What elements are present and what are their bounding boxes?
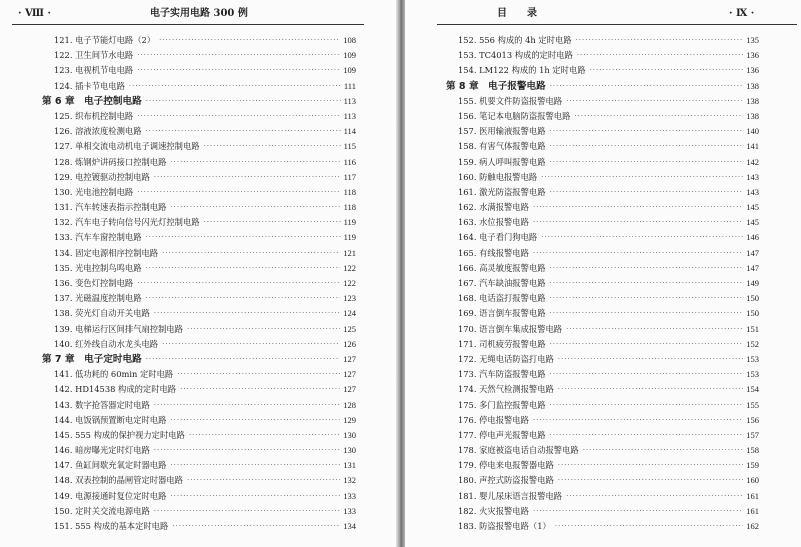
toc-entry-title: 137. 光磁温度控制电路 [54,293,142,304]
toc-entry[interactable] [446,337,759,352]
toc-entry[interactable] [42,246,356,261]
toc-entry-title: 136. 变色灯控制电路 [54,278,134,288]
toc-entry[interactable] [446,458,759,473]
toc-entry[interactable] [42,306,356,321]
toc-entry[interactable] [446,185,759,200]
toc-page-number: 125 [343,323,356,334]
toc-chapter-heading[interactable] [42,352,356,367]
toc-entry-title: 177. 停电声光报警电路 [458,429,546,440]
toc-entry-title: 129. 电控镀驱动控制电路 [54,171,150,182]
toc-page-number: 150 [746,293,759,304]
toc-entry-title: 156. 笔记本电脑防盗报警电路 [458,110,571,121]
toc-entry-title: 128. 炼钢炉讲码接口控制电路 [54,156,167,167]
toc-page-number: 138 [746,95,759,106]
toc-entry[interactable] [42,200,356,215]
dot-leader [146,261,341,276]
toc-entry-title: 122. 卫生间节水电路 [54,50,134,61]
toc-entry-title: 121. 电子节能灯电路（2） [54,35,156,45]
dot-leader [154,443,340,458]
toc-page-number: 149 [746,278,759,288]
toc-entry-title: 159. 病人呼叫报警电路 [458,156,546,167]
toc-entry[interactable] [42,185,356,200]
left-page [0,0,396,547]
toc-entry-title: 第 8 章 电子报警电路 [446,80,546,92]
toc-entry-title: 155. 机要文件防盗报警电路 [458,95,563,106]
dot-leader [558,458,743,473]
toc-page-number: 121 [343,247,356,258]
dot-leader [146,352,341,367]
toc-entry[interactable] [42,398,356,413]
toc-page-number: 136 [746,65,759,76]
toc-entry-title: 135. 光电控制鸟鸣电路 [54,262,142,273]
toc-entry[interactable] [42,155,356,170]
toc-entry-title: 170. 语言倒车集成报警电路 [458,323,563,334]
toc-entry[interactable] [446,398,759,413]
dot-leader [137,109,340,124]
toc-entry[interactable] [446,230,759,245]
toc-entry[interactable] [446,200,759,215]
dot-leader [550,139,744,154]
dot-leader [137,48,340,63]
dot-leader [566,94,743,109]
right-page [405,0,801,547]
toc-page-number: 138 [746,80,759,91]
toc-page-number: 130 [343,429,356,440]
toc-entry-title: 132. 汽车电子转向信号闪光灯控制电路 [54,217,200,228]
toc-entry-title: 125. 织布机控制电路 [54,110,134,121]
dot-leader [170,155,340,170]
toc-page-number: 127 [343,384,356,395]
dot-leader [550,428,744,443]
toc-page-number: 157 [746,429,759,440]
toc-page-number: 153 [746,369,759,380]
dot-leader [154,306,340,321]
toc-entry[interactable] [42,63,356,78]
dot-leader [550,306,744,321]
toc-entry-title: 179. 停电来电报警器电路 [458,460,554,471]
dot-leader [533,413,743,428]
toc-entry[interactable] [42,48,356,63]
toc-page-number: 108 [343,35,356,45]
toc-page-number: 147 [746,262,759,273]
toc-entry[interactable] [42,473,356,488]
dot-leader [162,246,340,261]
toc-page-number: 142 [746,156,759,167]
dot-leader [146,230,341,245]
toc-entry-title: 180. 声控式防盗报警电路 [458,475,554,486]
dot-leader [129,79,341,94]
dot-leader [204,215,341,230]
toc-entry-title: 152. 556 构成的 4h 定时电路 [458,35,572,45]
toc-chapter-heading[interactable] [446,79,759,94]
dot-leader [170,458,340,473]
toc-page-number: 133 [343,490,356,501]
toc-page-number: 145 [746,202,759,213]
toc-entry-title: 166. 高灵敏度报警电路 [458,262,546,273]
book-gutter [396,0,405,547]
toc-page-number: 115 [343,141,356,152]
toc-entry[interactable] [42,322,356,337]
toc-entry-title: 151. 555 构成的基本定时电路 [54,521,169,531]
toc-page-number: 131 [343,460,356,471]
dot-leader [170,413,340,428]
toc-entry[interactable] [42,504,356,519]
toc-entry[interactable] [446,155,759,170]
toc-page-number: 134 [343,521,356,531]
toc-page-number: 122 [343,262,356,273]
toc-page-number: 119 [343,232,356,243]
toc-entry[interactable] [42,215,356,230]
toc-entry[interactable] [42,413,356,428]
toc-list-right [446,33,759,534]
toc-entry[interactable] [446,473,759,488]
toc-entry[interactable] [446,48,759,63]
dot-leader [177,367,340,382]
toc-entry-title: 133. 汽车车窗控制电路 [54,232,142,243]
dot-leader [533,200,743,215]
toc-entry-title: 181. 婴儿尿床语言报警电路 [458,490,563,501]
toc-entry[interactable] [446,504,759,519]
toc-page-number: 155 [746,399,759,410]
toc-page-number: 118 [343,186,356,197]
toc-entry-title: 147. 鱼缸间歇充氧定时器电路 [54,460,167,471]
toc-page-number: 151 [746,323,759,334]
toc-entry[interactable] [446,519,759,534]
toc-entry-title: 183. 防盗报警电路（1） [458,521,551,531]
toc-entry[interactable] [42,33,356,48]
toc-page-number: 136 [746,50,759,61]
dot-leader [162,337,340,352]
dot-leader [137,276,340,291]
dot-leader [566,489,743,504]
toc-entry-title: 162. 水满报警电路 [458,202,529,213]
toc-entry[interactable] [42,139,356,154]
toc-entry-title: 130. 光电池控制电路 [54,186,134,197]
header-rule [437,24,797,25]
toc-entry-title: 164. 电子看门狗电路 [458,232,538,243]
toc-entry-title: 138. 荧光灯自动开关电路 [54,308,150,319]
toc-entry-title: 149. 电源接通时复位定时电路 [54,490,167,501]
toc-entry-title: 150. 定时关交流电源电路 [54,505,150,516]
toc-entry[interactable] [42,261,356,276]
toc-entry[interactable] [42,79,356,94]
dot-leader [550,155,744,170]
toc-entry[interactable] [42,170,356,185]
toc-page-number: 109 [343,65,356,76]
dot-leader [137,185,340,200]
toc-entry[interactable] [42,489,356,504]
toc-page-number: 113 [343,95,356,106]
toc-entry-title: 144. 电饭锅预置断电定时电路 [54,414,167,425]
toc-entry[interactable] [42,443,356,458]
toc-entry-title: 171. 司机疲劳报警电路 [458,338,546,349]
toc-entry-title: 126. 溶液浓度检测电路 [54,126,142,137]
dot-leader [550,398,744,413]
toc-page-number: 153 [746,353,759,364]
toc-page-number: 156 [746,414,759,425]
dot-leader [550,367,744,382]
toc-entry[interactable] [446,63,759,78]
dot-leader [550,291,744,306]
toc-entry-title: 127. 单相交流电动机电子调速控制电路 [54,141,200,152]
toc-page-number: 159 [746,460,759,471]
toc-entry[interactable] [446,428,759,443]
toc-entry[interactable] [42,230,356,245]
dot-leader [159,33,340,48]
dot-leader [187,322,340,337]
toc-page-number: 114 [343,126,356,137]
toc-page-number: 160 [746,475,759,486]
toc-page-number: 129 [343,414,356,425]
dot-leader [550,185,744,200]
toc-entry-title: 140. 红外线自动水龙头电路 [54,338,159,349]
dot-leader [154,398,340,413]
toc-entry-title: 123. 电视机节电电路 [54,65,134,76]
dot-leader [550,124,744,139]
toc-entry-title: 160. 防触电报警电路 [458,171,538,182]
dot-leader [550,79,744,94]
dot-leader [204,139,341,154]
dot-leader [590,63,744,78]
toc-page-number: 150 [746,308,759,319]
toc-entry[interactable] [446,124,759,139]
toc-entry-title: 142. HD14538 构成的定时电路 [54,384,177,395]
dot-leader [170,200,340,215]
dot-leader [146,124,341,139]
toc-entry-title: 182. 火灾报警电路 [458,505,529,516]
toc-entry[interactable] [42,519,356,534]
toc-page-number: 113 [343,110,356,121]
toc-page-number: 146 [746,232,759,243]
toc-entry[interactable] [446,139,759,154]
dot-leader [172,519,340,534]
toc-page-number: 111 [343,80,356,91]
toc-entry-title: 143. 数字抢答器定时电路 [54,399,150,410]
toc-entry-title: 145. 555 构成的保护视力定时电路 [54,429,185,440]
dot-leader [146,291,341,306]
dot-leader [541,230,743,245]
toc-page-number: 152 [746,338,759,349]
toc-page-number: 161 [746,490,759,501]
contents-title-header: 目 录 [497,8,537,19]
toc-page-number: 128 [343,399,356,410]
toc-entry-title: 165. 有线报警电路 [458,247,529,258]
toc-entry[interactable] [446,33,759,48]
dot-leader [189,428,340,443]
toc-page-number: 135 [746,35,759,45]
toc-entry-title: 134. 固定电源相序控制电路 [54,247,159,258]
toc-entry[interactable] [42,109,356,124]
toc-entry-title: 169. 语言倒车报警电路 [458,308,546,319]
toc-page-number: 132 [343,475,356,486]
toc-entry[interactable] [446,382,759,397]
toc-entry[interactable] [446,291,759,306]
dot-leader [154,170,341,185]
dot-leader [533,504,743,519]
toc-entry[interactable] [446,261,759,276]
toc-page-number: 122 [343,278,356,288]
toc-entry[interactable] [42,337,356,352]
toc-entry-title: 174. 天然气检测报警电路 [458,384,554,395]
toc-page-number: 145 [746,217,759,228]
page-number-right: · Ⅸ · [729,8,755,19]
dot-leader [137,63,340,78]
toc-page-number: 109 [343,50,356,61]
toc-entry-title: 163. 水位报警电路 [458,217,529,228]
toc-entry[interactable] [446,109,759,124]
toc-page-number: 161 [746,505,759,516]
toc-entry-title: 158. 有害气体报警电路 [458,141,546,152]
dot-leader [154,504,340,519]
toc-entry-title: 146. 暗房曝光定时灯电路 [54,445,150,456]
toc-page-number: 127 [343,353,356,364]
toc-entry[interactable] [42,382,356,397]
toc-entry-title: 第 6 章 电子控制电路 [42,95,142,107]
dot-leader [550,337,744,352]
toc-entry[interactable] [446,489,759,504]
toc-page-number: 124 [343,308,356,319]
toc-entry[interactable] [446,367,759,382]
toc-entry-title: 167. 汽车缺油报警电路 [458,278,546,288]
toc-entry-title: 178. 家庭被盗电话自动报警电路 [458,445,579,456]
toc-page-number: 138 [746,110,759,121]
toc-entry[interactable] [42,124,356,139]
toc-page-number: 147 [746,247,759,258]
toc-entry-title: 157. 医用输液报警电路 [458,126,546,137]
toc-page-number: 143 [746,171,759,182]
toc-page-number: 143 [746,186,759,197]
dot-leader [558,352,743,367]
toc-entry[interactable] [42,367,356,382]
toc-page-number: 126 [343,338,356,349]
toc-page-number: 117 [343,171,356,182]
dot-leader [180,382,340,397]
toc-list-left [42,33,356,534]
dot-leader [576,33,744,48]
toc-entry-title: 168. 电话盗打报警电路 [458,293,546,304]
toc-entry-title: 148. 双表控制的晶闸管定时器电路 [54,475,183,486]
toc-entry[interactable] [446,215,759,230]
toc-entry-title: 161. 激光防盗报警电路 [458,186,546,197]
toc-entry[interactable] [446,322,759,337]
toc-entry[interactable] [42,458,356,473]
toc-page-number: 130 [343,445,356,456]
page-number-left: · Ⅷ · [18,8,51,19]
toc-entry[interactable] [42,276,356,291]
dot-leader [533,246,743,261]
dot-leader [583,443,744,458]
book-title-header: 电子实用电路 300 例 [150,8,248,19]
dot-leader [533,215,743,230]
toc-page-number: 162 [746,521,759,531]
toc-entry-title: 131. 汽车转速表指示控制电路 [54,202,167,213]
toc-page-number: 154 [746,384,759,395]
dot-leader [146,94,341,109]
toc-entry-title: 153. TC4013 构成的定时电路 [458,50,573,61]
toc-entry[interactable] [446,170,759,185]
toc-entry-title: 154. LM122 构成的 1h 定时电路 [458,65,586,76]
dot-leader [566,322,743,337]
toc-page-number: 140 [746,126,759,137]
toc-page-number: 119 [343,217,356,228]
dot-leader [558,382,743,397]
toc-entry-title: 141. 低功耗的 60min 定时电路 [54,369,174,380]
toc-entry-title: 172. 无绳电话防盗打电路 [458,353,554,364]
header-rule [12,24,364,25]
toc-entry[interactable] [446,94,759,109]
toc-page-number: 133 [343,505,356,516]
toc-entry[interactable] [446,276,759,291]
dot-leader [187,473,340,488]
toc-page-number: 118 [343,202,356,213]
dot-leader [541,170,743,185]
dot-leader [170,489,340,504]
dot-leader [555,519,743,534]
dot-leader [574,109,743,124]
dot-leader [577,48,743,63]
toc-entry-title: 176. 停电报警电路 [458,414,529,425]
toc-entry-title: 139. 电梯运行区间排气扇控制电路 [54,323,183,334]
toc-page-number: 123 [343,293,356,304]
toc-entry[interactable] [42,428,356,443]
toc-entry[interactable] [446,306,759,321]
dot-leader [550,261,744,276]
toc-page-number: 158 [746,445,759,456]
toc-entry-title: 第 7 章 电子定时电路 [42,353,142,365]
toc-entry[interactable] [446,443,759,458]
toc-chapter-heading[interactable] [42,94,356,109]
dot-leader [558,473,743,488]
toc-entry[interactable] [42,291,356,306]
toc-entry[interactable] [446,246,759,261]
toc-entry-title: 173. 汽车防盗报警电路 [458,369,546,380]
toc-page-number: 127 [343,369,356,380]
toc-entry[interactable] [446,413,759,428]
toc-entry-title: 124. 插卡节电电路 [54,80,125,91]
toc-entry[interactable] [446,352,759,367]
toc-page-number: 141 [746,141,759,152]
dot-leader [550,276,744,291]
toc-page-number: 116 [343,156,356,167]
toc-entry-title: 175. 多门监控报警电路 [458,399,546,410]
